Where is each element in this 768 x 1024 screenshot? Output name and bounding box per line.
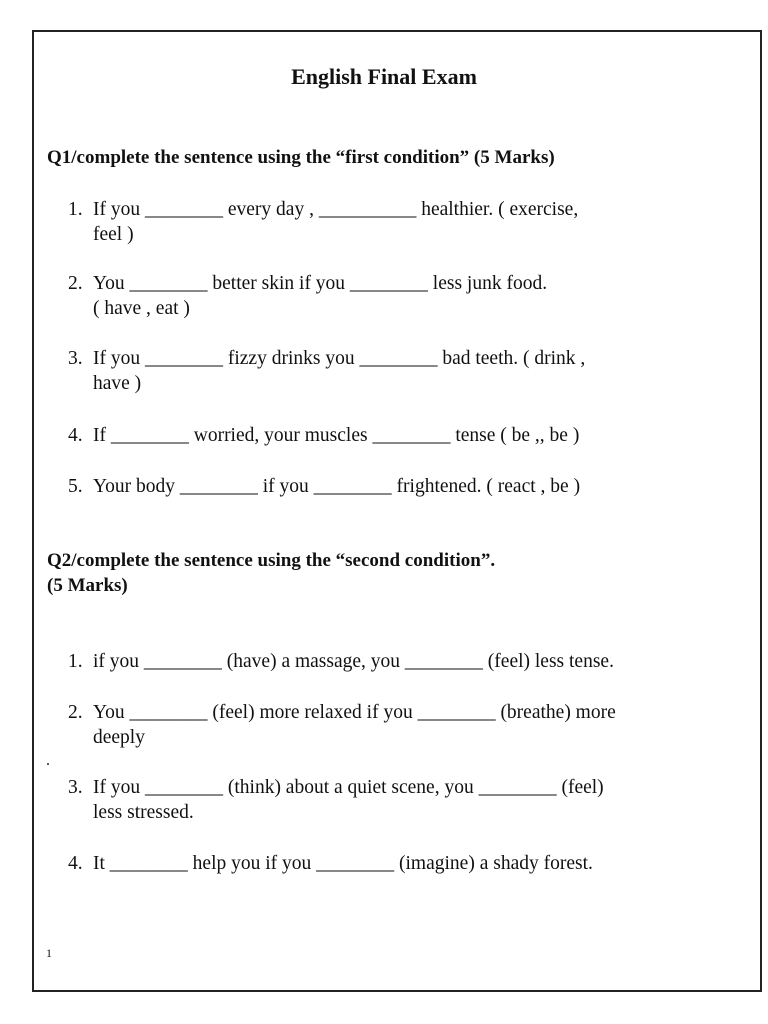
item-text: If you ________ every day , __________ healthier. ( exercise, bbox=[93, 199, 579, 220]
q2-heading-line: Q2/complete the sentence using the “second condition”. bbox=[47, 550, 496, 571]
item-text: If ________ worried, your muscles ________ tense ( be ,, be ) bbox=[93, 425, 580, 446]
item-number: 1. bbox=[68, 651, 83, 672]
stray-mark: . bbox=[46, 752, 50, 769]
item-number: 2. bbox=[68, 273, 83, 294]
item-number: 3. bbox=[68, 777, 83, 798]
q2-heading-marks: (5 Marks) bbox=[47, 575, 128, 596]
q1-item-5 bbox=[68, 474, 728, 499]
item-text: You ________ (feel) more relaxed if you ________ (breathe) more bbox=[93, 702, 616, 723]
q2-heading bbox=[47, 548, 737, 598]
item-number: 2. bbox=[68, 702, 83, 723]
item-text-continued: less stressed. bbox=[93, 802, 194, 823]
q1-heading: Q1/complete the sentence using the “first condition” (5 Marks) bbox=[47, 147, 555, 168]
item-text-continued: have ) bbox=[93, 373, 142, 394]
item-number: 5. bbox=[68, 476, 83, 497]
q2-item-4 bbox=[68, 851, 728, 876]
item-text: It ________ help you if you ________ (imagine) a shady forest. bbox=[93, 853, 593, 874]
item-text-continued: feel ) bbox=[93, 224, 134, 245]
exam-title: English Final Exam bbox=[291, 64, 477, 89]
q1-item-2 bbox=[68, 271, 728, 321]
page-border bbox=[32, 30, 762, 992]
q1-item-1 bbox=[68, 197, 728, 247]
q2-item-1 bbox=[68, 649, 728, 674]
q2-item-2 bbox=[68, 700, 728, 750]
q2-item-3 bbox=[68, 775, 728, 825]
q1-item-3 bbox=[68, 346, 728, 396]
item-number: 4. bbox=[68, 425, 83, 446]
q1-item-4 bbox=[68, 423, 728, 448]
item-text: You ________ better skin if you ________ less junk food. bbox=[93, 273, 548, 294]
item-text-continued: ( have , eat ) bbox=[93, 298, 190, 319]
item-number: 1. bbox=[68, 199, 83, 220]
item-number: 4. bbox=[68, 853, 83, 874]
item-number: 3. bbox=[68, 348, 83, 369]
page-number: 1 bbox=[46, 946, 52, 960]
item-text: If you ________ fizzy drinks you ________ bad teeth. ( drink , bbox=[93, 348, 586, 369]
item-text-continued: deeply bbox=[93, 727, 145, 748]
item-text: If you ________ (think) about a quiet scene, you ________ (feel) bbox=[93, 777, 604, 798]
item-text: if you ________ (have) a massage, you ________ (feel) less tense. bbox=[93, 651, 614, 672]
item-text: Your body ________ if you ________ frightened. ( react , be ) bbox=[93, 476, 581, 497]
